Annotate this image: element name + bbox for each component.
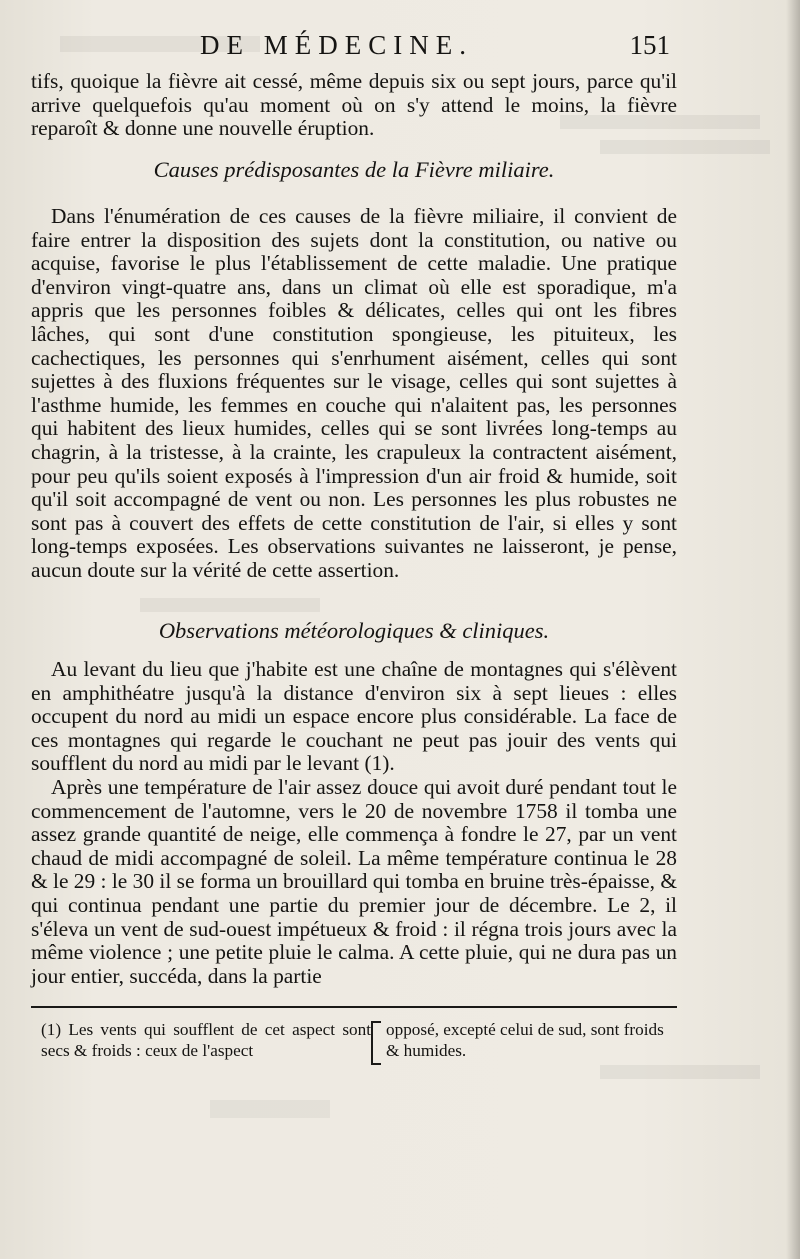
footnote-right-column: opposé, excepté celui de sud, sont froids & humides. (386, 1020, 664, 1060)
bleed-through-mark (140, 598, 320, 612)
bleed-through-mark (210, 1100, 330, 1118)
continued-paragraph: tifs, quoique la fièvre ait cessé, même depuis six ou sept jours, parce qu'il arrive quelquefois qu'au moment où on s'y attend le moins, la fièvre reparoît & donne une nouvelle éruption. (31, 69, 677, 141)
section-title-causes: Causes prédisposantes de la Fièvre miliaire. (153, 157, 555, 182)
page-number: 151 (629, 30, 670, 60)
observations-paragraph-2: Après une température de l'air assez douce qui avoit duré pendant tout le commencement de l'automne, vers le 20 de novembre 1758 il tomba une assez grande quantité de neige, elle commença à fondre le 27, par un vent chaud de midi accompagné de soleil. La même température continua le 28 & le 29 : le 30 il se forma un brouillard qui tomba en bruine très-épaisse, & qui continua pendant une partie du premier jour de décembre. Le 2, il s'éleva un vent de sud-ouest impétueux & froid : il régna trois jours avec la même violence ; une petite pluie le calma. A cette pluie, qui ne dura pas un jour entier, succéda, dans la partie (31, 775, 677, 988)
causes-paragraph: Dans l'énumération de ces causes de la fièvre miliaire, il convient de faire entrer la disposition des sujets dont la constitution, ou native ou acquise, favorise le plus l'établissement de cette maladie. Une pratique d'environ vingt-quatre ans, dans un climat où elle est sporadique, m'a appris que les personnes foibles & délicates, celles qui ont les fibres lâches, qui sont d'une constitution spongieuse, les pituiteux, les cachectiques, les personnes qui s'enrhument aisément, celles qui sont sujettes à des fluxions fréquentes sur le visage, celles qui sont sujettes à l'asthme humide, les femmes en couche qui n'alaitent pas, les personnes qui habitent des lieux humides, celles qui se sont livrées long-temps au chagrin, à la tristesse, à la crainte, les crapuleux la contractent aisément, pour peu qu'ils soient exposés à l'impression d'un air froid & humide, soit qu'il soit accompagné de vent ou non. Les personnes les plus robustes ne sont pas à couvert des effets de cette constitution de l'air, si elles y sont long-temps exposées. Les observations suivantes ne laisseront, je pense, aucun doute sur la vérité de cette assertion. (31, 204, 677, 582)
footnote-bracket (371, 1021, 381, 1065)
running-head: DE MÉDECINE. (200, 30, 473, 60)
continued-paragraph-block (31, 70, 677, 141)
section-title-observations: Observations météorologiques & cliniques. (158, 618, 550, 643)
page-fold-shadow (786, 0, 800, 1259)
footnote-left-column: (1) Les vents qui soufflent de cet aspect sont secs & froids : ceux de l'aspect (41, 1020, 371, 1060)
page-header (30, 28, 670, 62)
footnote-rule (31, 1006, 677, 1008)
footnote (31, 1019, 677, 1079)
bleed-through-mark (600, 140, 770, 154)
observations-paragraph-1: Au levant du lieu que j'habite est une chaîne de montagnes qui s'élèvent en amphithéatre jusqu'à la distance d'environ six à sept lieues : elles occupent du nord au midi un espace encore plus considérable. La face de ces montagnes qui regarde le couchant ne peut pas jouir des vents qui soufflent du nord au midi par le levant (1). (31, 657, 677, 776)
